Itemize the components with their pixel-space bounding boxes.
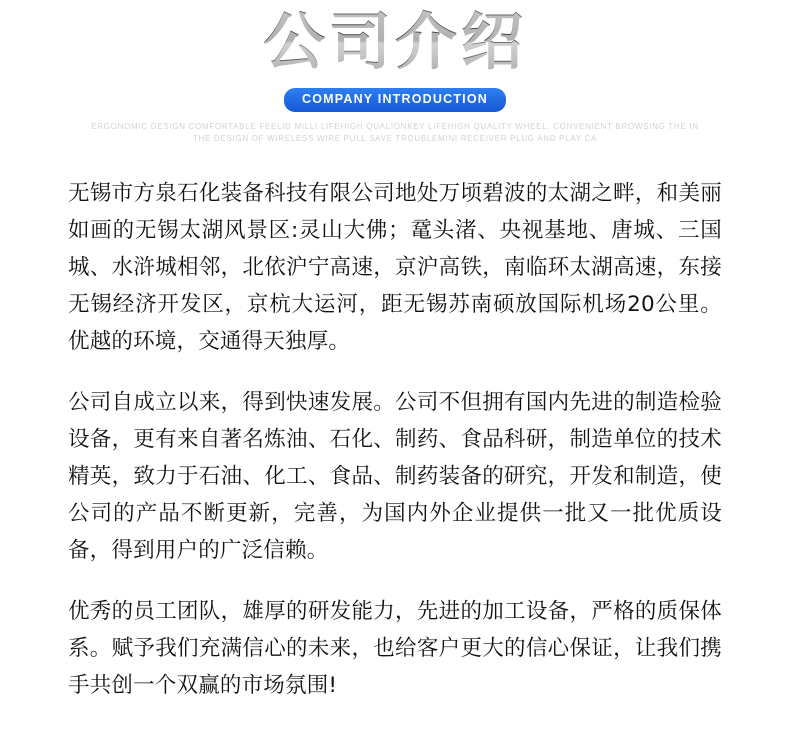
microtext-line-1: ERGONOMIC DESIGN COMFORTABLE FEELID MILLI LIFEHIGH QUALIONKEY LIFEHIGH QUALITY WHEEL, CONVENIENT BROWSING THE IN — [91, 122, 699, 131]
paragraph-3: 优秀的员工团队，雄厚的研发能力，先进的加工设备，严格的质保体系。赋予我们充满信心的未来，也给客户更大的信心保证，让我们携手共创一个双赢的市场氛围! — [68, 599, 722, 698]
paragraph-1: 无锡市方泉石化装备科技有限公司地处万顷碧波的太湖之畔，和美丽如画的无锡太湖风景区:灵山大佛；鼋头渚、央视基地、唐城、三国城、水浒城相邻，北依沪宁高速，京沪高铁，南临环太湖高速，东接无锡经济开发区，京杭大运河，距无锡苏南硕放国际机场20公里。优越的环境，交通得天独厚。 — [68, 181, 722, 354]
body-content — [0, 145, 790, 704]
page-title: 公司介绍 — [0, 6, 790, 78]
page-header — [0, 0, 790, 145]
paragraph-2: 公司自成立以来，得到快速发展。公司不但拥有国内先进的制造检验设备，更有来自著名炼油、石化、制药、食品科研，制造单位的技术精英，致力于石油、化工、食品、制药装备的研究，开发和制造，使公司的产品不断更新，完善，为国内外企业提供一批又一批优质设备，得到用户的广泛信赖。 — [68, 390, 722, 563]
subtitle-badge: COMPANY INTRODUCTION — [284, 88, 506, 112]
subtitle-badge-container — [0, 88, 790, 112]
microtext-line-2: THE DESIGN OF WIRELESS WIRE PULL SAVE TROUBLEMINI RECEIVER PLUG AND PLAY CA — [192, 134, 598, 143]
decorative-microtext — [0, 121, 790, 145]
